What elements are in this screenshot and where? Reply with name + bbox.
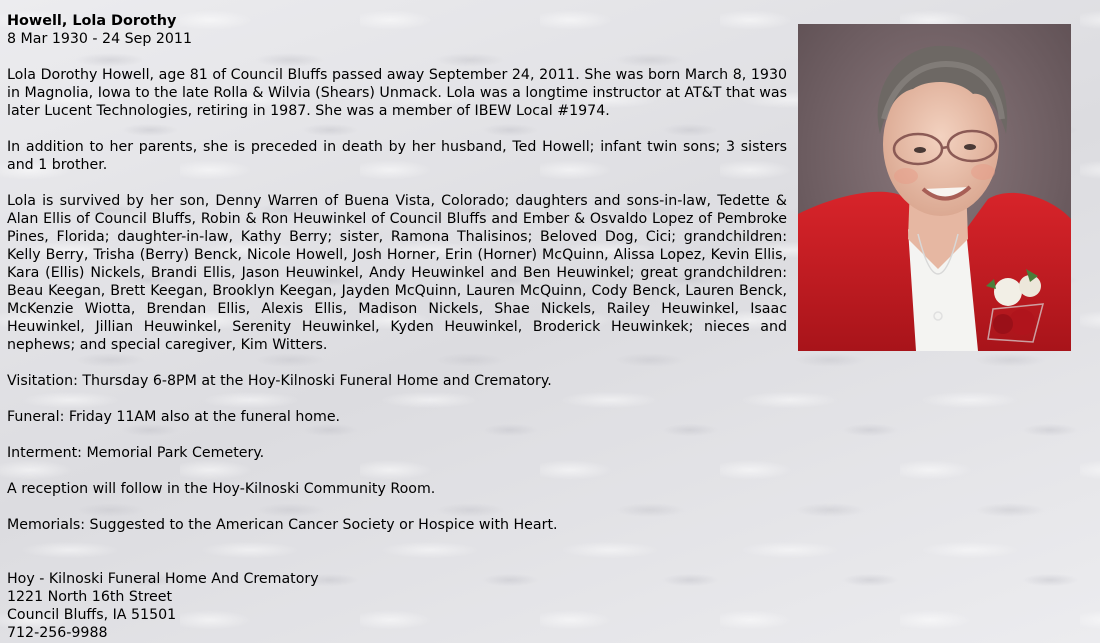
- memorials-info: Memorials: Suggested to the American Cancer Society or Hospice with Heart.: [7, 517, 558, 533]
- funeral-home-city: Council Bluffs, IA 51501: [7, 607, 177, 623]
- obituary-paragraph: Lola Dorothy Howell, age 81 of Council Bluffs passed away September 24, 2011. She was born March 8, 1930 in Magnolia, Iowa to the late Rolla & Wilvia (Shears) Unmack. Lola was a longtime instructor at AT&T that was later Lucent Technologies, retiring in 1987. She was a member of IBEW Local #1974.: [7, 67, 787, 119]
- funeral-home-street: 1221 North 16th Street: [7, 589, 173, 605]
- funeral-home-address: [7, 570, 787, 642]
- reception-info: A reception will follow in the Hoy-Kilnoski Community Room.: [7, 481, 436, 497]
- obituary: [7, 12, 787, 642]
- portrait-photo: [798, 24, 1071, 351]
- interment-info: Interment: Memorial Park Cemetery.: [7, 445, 265, 461]
- deceased-name: Howell, Lola Dorothy: [7, 13, 177, 29]
- funeral-info: Funeral: Friday 11AM also at the funeral home.: [7, 409, 341, 425]
- obituary-paragraph: Lola is survived by her son, Denny Warren of Buena Vista, Colorado; daughters and sons-in-law, Tedette & Alan Ellis of Council Bluffs, Robin & Ron Heuwinkel of Council Bluffs and Ember & Osvaldo Lopez of Pembroke Pines, Florida; daughter-in-law, Kathy Berry; sister, Ramona Thalisinos; Beloved Dog, Cici; grandchildren: Kelly Berry, Trisha (Berry) Benck, Nicole Howell, Josh Horner, Erin (Horner) McQuinn, Alissa Lopez, Kevin Ellis, Kara (Ellis) Nickels, Brandi Ellis, Jason Heuwinkel, Andy Heuwinkel and Ben Heuwinkel; great grandchildren: Beau Keegan, Brett Keegan, Brooklyn Keegan, Jayden McQuinn, Lauren McQuinn, Cody Benck, Lauren Benck, McKenzie Wiotta, Brendan Ellis, Alexis Ellis, Madison Nickels, Shae Nickels, Railey Heuwinkel, Isaac Heuwinkel, Jillian Heuwinkel, Serenity Heuwinkel, Kyden Heuwinkel, Broderick Heuwinkek; nieces and nephews; and special caregiver, Kim Witters.: [7, 193, 787, 353]
- life-dates: 8 Mar 1930 - 24 Sep 2011: [7, 31, 192, 47]
- portrait-illustration: [798, 24, 1071, 351]
- visitation-info: Visitation: Thursday 6-8PM at the Hoy-Kilnoski Funeral Home and Crematory.: [7, 373, 552, 389]
- spacer: [7, 552, 787, 570]
- obituary-paragraph: In addition to her parents, she is preceded in death by her husband, Ted Howell; infant twin sons; 3 sisters and 1 brother.: [7, 139, 787, 173]
- funeral-home-name: Hoy - Kilnoski Funeral Home And Crematory: [7, 571, 319, 587]
- funeral-home-phone: 712-256-9988: [7, 625, 108, 641]
